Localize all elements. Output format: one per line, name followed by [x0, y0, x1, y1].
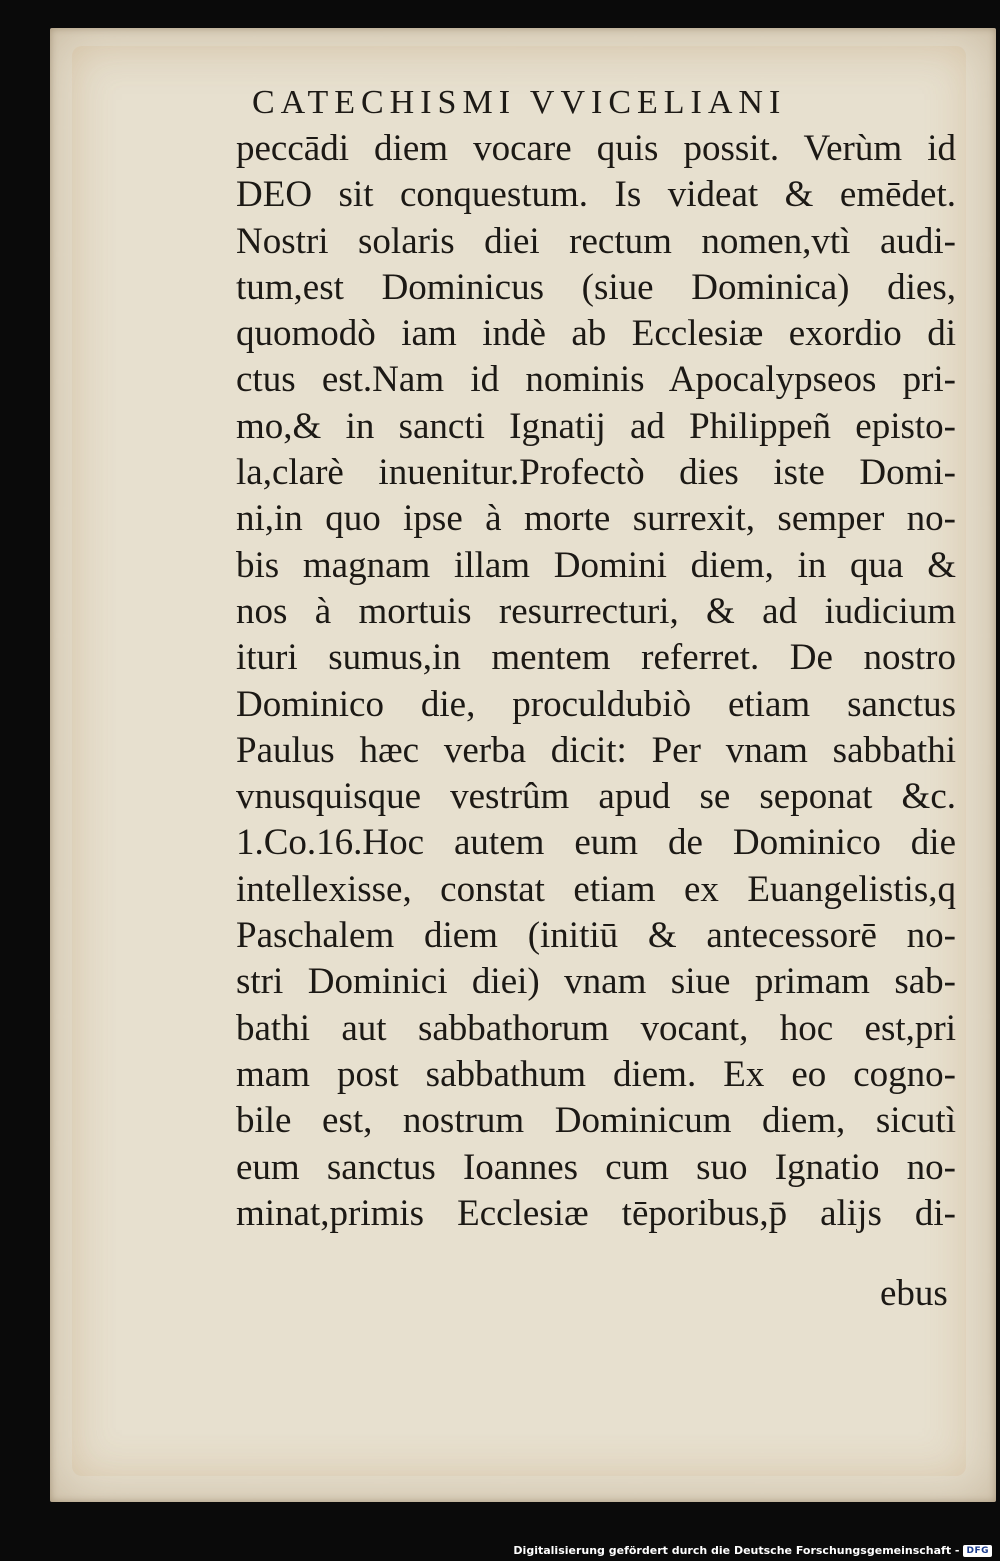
text-line-5: quomodò iam indè ab Ecclesiæ exordio di: [236, 313, 956, 355]
text-line-23: eum sanctus Ioannes cum suo Ignatio no-: [236, 1146, 956, 1188]
text-line-6: ctus est.Nam id nominis Apocalypseos pri-: [236, 359, 956, 401]
text-line-11: nos à mortuis resurrecturi, & ad iudicium: [236, 590, 956, 632]
text-line-22: bile est, nostrum Dominicum diem, sicutì: [236, 1100, 956, 1142]
text-line-15: vnusquisque vestrûm apud se seponat &c.: [236, 776, 956, 818]
text-line-2: DEO sit conquestum. Is videat & emēdet.: [236, 174, 956, 216]
footer-text: Digitalisierung gefördert durch die Deutsche Forschungsgemeinschaft -: [513, 1544, 960, 1557]
main-text: [236, 126, 956, 1237]
text-line-19: stri Dominici diei) vnam siue primam sab-: [236, 961, 956, 1003]
text-line-21: mam post sabbathum diem. Ex eo cogno-: [236, 1053, 956, 1095]
footer-credit: [513, 1544, 992, 1557]
text-line-18: Paschalem diem (initiū & antecessorē no-: [236, 915, 956, 957]
text-line-24: minat,primis Ecclesiæ tēporibus,p̄ alijs di-: [236, 1192, 956, 1234]
text-line-8: la,clarè inuenitur.Profectò dies iste Domi-: [236, 452, 956, 494]
text-line-17: intellexisse, constat etiam ex Euangelistis,q: [236, 868, 956, 910]
running-head: CATECHISMI VVICELIANI: [252, 84, 787, 121]
text-line-9: ni,in quo ipse à morte surrexit, semper no-: [236, 498, 956, 540]
text-line-16: 1.Co.16.Hoc autem eum de Dominico die: [236, 822, 956, 864]
text-line-3: Nostri solaris diei rectum nomen,vtì audi-: [236, 220, 956, 262]
text-line-12: ituri sumus,in mentem referret. De nostro: [236, 637, 956, 679]
catchword: ebus: [880, 1273, 948, 1314]
text-line-7: mo,& in sancti Ignatij ad Philippeñ episto-: [236, 405, 956, 447]
text-line-1: peccādi diem vocare quis possit. Verùm id: [236, 128, 956, 169]
text-line-20: bathi aut sabbathorum vocant, hoc est,pri: [236, 1007, 956, 1049]
text-line-14: Paulus hæc verba dicit: Per vnam sabbathi: [236, 729, 956, 771]
text-line-10: bis magnam illam Domini diem, in qua &: [236, 544, 956, 586]
dfg-logo-icon: DFG: [963, 1545, 992, 1557]
text-line-13: Dominico die, proculdubiò etiam sanctus: [236, 683, 956, 725]
text-line-4: tum,est Dominicus (siue Dominica) dies,: [236, 266, 956, 308]
